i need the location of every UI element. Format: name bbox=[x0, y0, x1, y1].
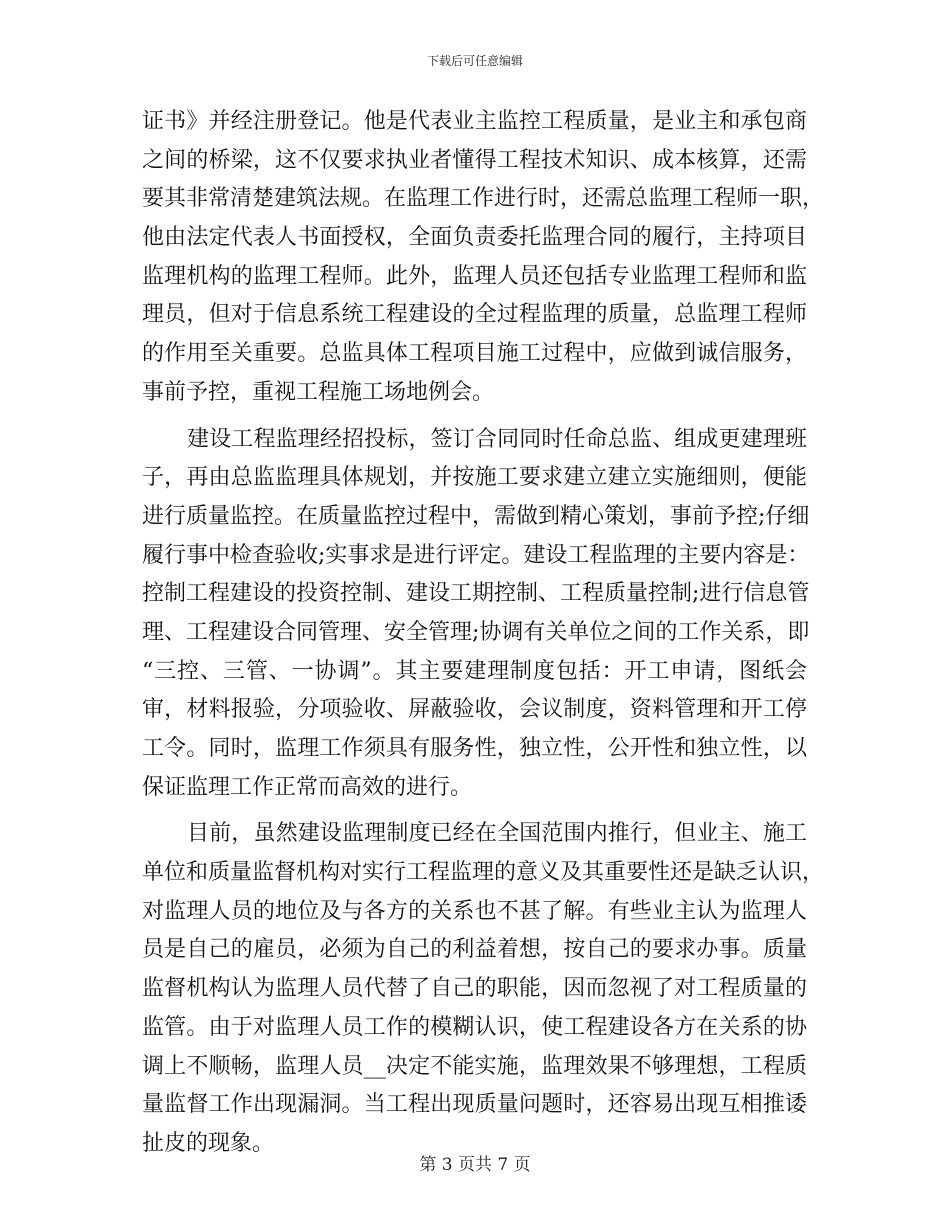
text-line: “三控、三管、一协调”。其主要建理制度包括：开工申请，图纸会 bbox=[142, 658, 807, 684]
paragraph-3 bbox=[142, 815, 825, 1163]
text-line: 监理机构的监理工程师。此外，监理人员还包括专业监理工程师和监 bbox=[142, 263, 807, 289]
text-line: 事前予控，重视工程施工场地例会。 bbox=[142, 379, 495, 405]
text-line: 量监督工作出现漏洞。当工程出现质量问题时，还容易出现互相推诿 bbox=[142, 1092, 807, 1118]
text-line: 单位和质量监督机构对实行工程监理的意义及其重要性还是缺乏认识， bbox=[142, 860, 825, 886]
text-line: 审，材料报验，分项验收、屏蔽验收，会议制度，资料管理和开工停 bbox=[142, 697, 807, 723]
text-line: 调上不顺畅，监理人员__决定不能实施，监理效果不够理想，工程质 bbox=[142, 1053, 807, 1079]
text-line: 要其非常清楚建筑法规。在监理工作进行时，还需总监理工程师一职， bbox=[142, 186, 825, 212]
text-line: 监督机构认为监理人员代替了自己的职能，因而忽视了对工程质量的 bbox=[142, 976, 807, 1002]
paragraph-gap bbox=[142, 807, 807, 815]
text-line: 工令。同时，监理工作须具有服务性，独立性，公开性和独立性，以 bbox=[142, 736, 807, 761]
text-line: 目前，虽然建设监理制度已经在全国范围内推行，但业主、施工 bbox=[187, 821, 807, 847]
paragraph-gap bbox=[142, 413, 807, 421]
text-line: 的作用至关重要。总监具体工程项目施工过程中，应做到诚信服务， bbox=[142, 341, 807, 367]
text-line: 履行事中检查验收;实事求是进行评定。建设工程监理的主要内容是： bbox=[142, 542, 810, 568]
paragraph-2 bbox=[142, 421, 810, 808]
text-line: 之间的桥梁，这不仅要求执业者懂得工程技术知识、成本核算，还需 bbox=[142, 147, 807, 173]
text-line: 员是自己的雇员，必须为自己的利益着想，按自己的要求办事。质量 bbox=[142, 937, 807, 963]
page-number: 第 3 页共 7 页 bbox=[419, 1155, 531, 1175]
page-header-note: 下载后可任意编辑 bbox=[426, 54, 523, 68]
text-line: 保证监理工作正常而高效的进行。 bbox=[142, 774, 473, 800]
text-line: 建设工程监理经招投标，签订合同同时任命总监、组成更建理班 bbox=[187, 426, 807, 452]
text-line: 控制工程建设的投资控制、建设工期控制、工程质量控制;进行信息管 bbox=[142, 581, 810, 607]
text-line: 他由法定代表人书面授权，全面负责委托监理合同的履行，主持项目 bbox=[142, 225, 807, 251]
text-line: 监管。由于对监理人员工作的模糊认识，使工程建设各方在关系的协 bbox=[142, 1014, 807, 1040]
text-line: 理、工程建设合同管理、安全管理;协调有关单位之间的工作关系，即 bbox=[142, 619, 810, 645]
text-line: 扯皮的现象。 bbox=[142, 1130, 275, 1156]
text-line: 子，再由总监监理具体规划，并按施工要求建立建立实施细则，便能 bbox=[142, 465, 807, 491]
document-body bbox=[142, 103, 825, 1164]
paragraph-1 bbox=[142, 103, 825, 413]
text-line: 对监理人员的地位及与各方的关系也不甚了解。有些业主认为监理人 bbox=[142, 898, 807, 924]
text-line: 理员，但对于信息系统工程建设的全过程监理的质量，总监理工程师 bbox=[142, 302, 807, 328]
text-line: 进行质量监控。在质量监控过程中，需做到精心策划，事前予控;仔细 bbox=[142, 503, 810, 529]
text-line: 证书》并经注册登记。他是代表业主监控工程质量，是业主和承包商 bbox=[142, 109, 807, 134]
